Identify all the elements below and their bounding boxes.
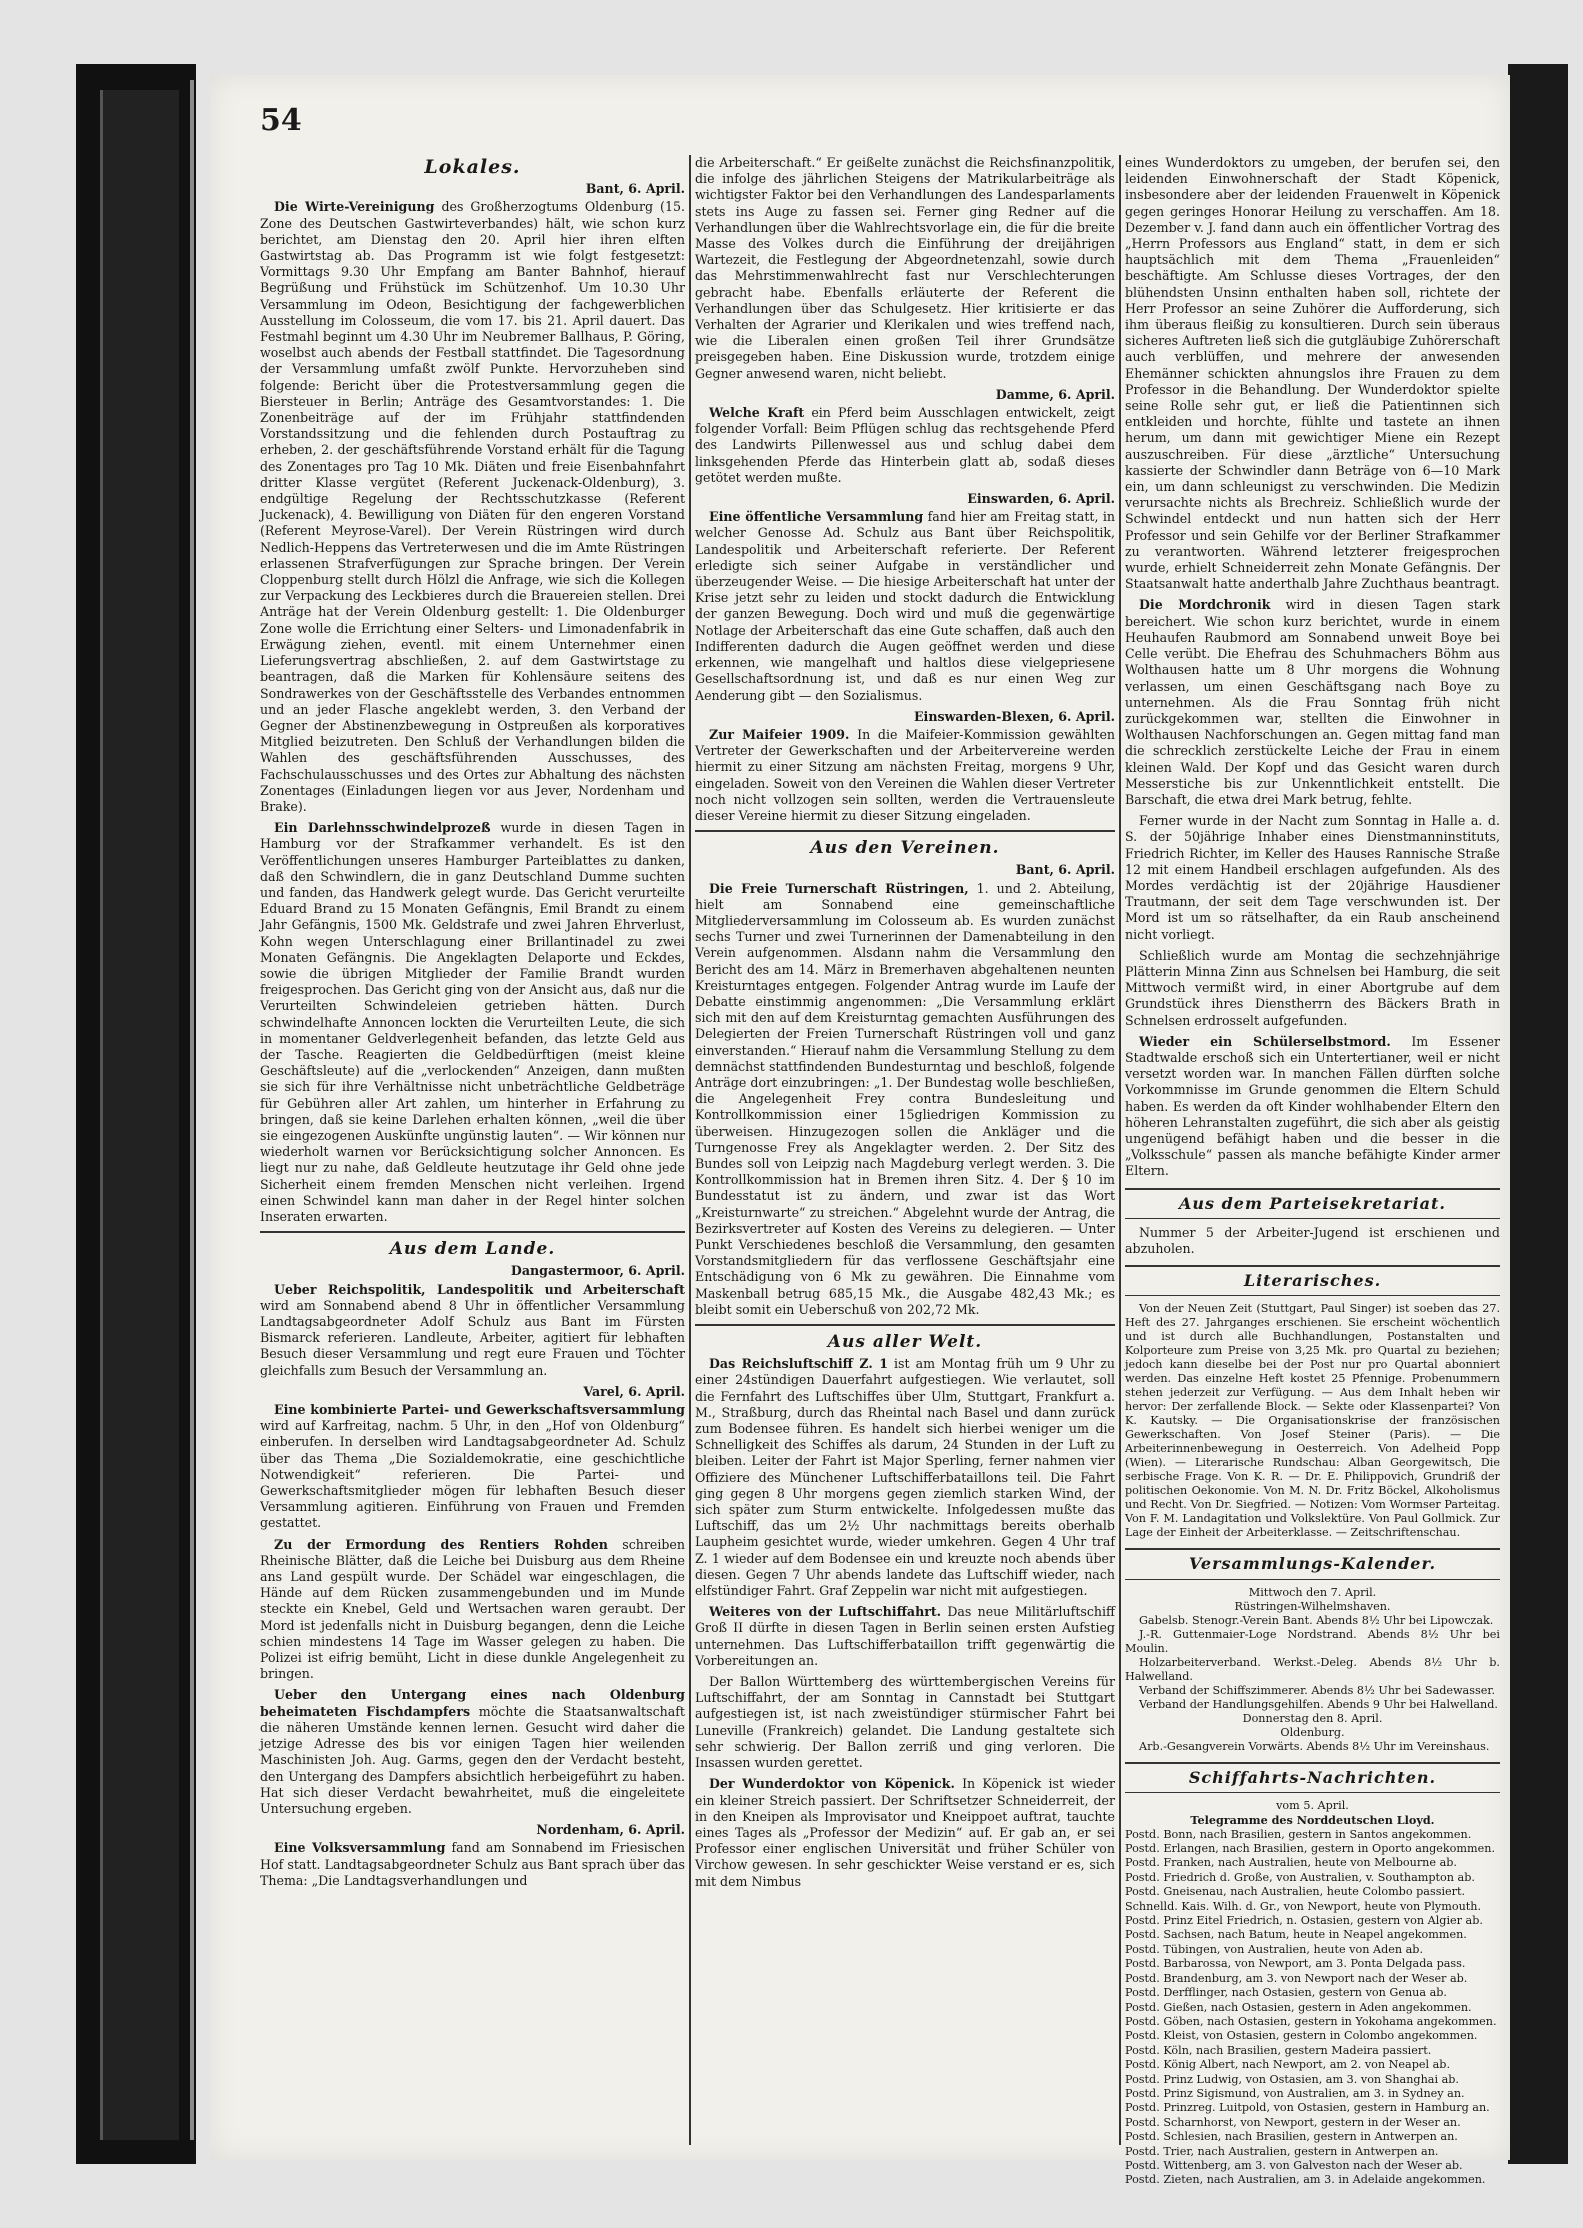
section-title-parteisekretariat: Aus dem Parteisekretariat.: [1125, 1188, 1500, 1219]
calendar-entry: Verband der Schiffszimmerer. Abends 8½ Uhr bei Sadewasser.: [1139, 1683, 1496, 1697]
article-text: wird am Sonnabend abend 8 Uhr in öffentlicher Versammlung Landtagsabgeordneter Adolf Schulz aus Bant im Fürsten Bismarck referieren. Landleute, Arbeiter, agitiert für lebhaften Besuch dieser Versammlung und regt eure Frauen und Töchter gleichfalls zum Besuch der Versammlung an.: [260, 1297, 685, 1378]
article: [695, 727, 1115, 824]
article: [260, 199, 685, 815]
ship-entry: Postd. Kleist, von Ostasien, gestern in Colombo angekommen.: [1125, 2029, 1478, 2043]
article-lead: Eine Volksversammlung: [274, 1840, 446, 1856]
column-1: [260, 155, 685, 2145]
ship-entry: Postd. König Albert, nach Newport, am 2. von Neapel ab.: [1125, 2058, 1451, 2072]
ship-entry: Postd. Schlesien, nach Brasilien, gestern in Antwerpen an.: [1125, 2130, 1458, 2144]
ship-entry: Postd. Gießen, nach Ostasien, gestern in Aden angekommen.: [1125, 2000, 1472, 2014]
column-rule: [689, 155, 691, 2145]
calendar-city: Rüstringen-Wilhelmshaven.: [1234, 1599, 1391, 1613]
article-text: die Arbeiterschaft.“ Er geißelte zunächst die Reichsfinanzpolitik, die infolge des jährlichen Steigens der Matrikularbeiträge als wichtigster Faktor bei den Verhandlungen des Landesparlaments stets ins Auge zu fassen sei. Ferner ging Redner auf die Verhandlungen über die Wahlrechtsvorlage ein, die für die breite Masse des Volkes durch die Einführung der dreijährigen Wartezeit, die Festlegung der Abgeordnetenzahl, sowie durch das Mehrstimmenwahlrecht fast nur Verschlechterungen gebracht habe. Ebenfalls erläuterte der Referent die Verhandlungen über das Schulgesetz. Hier kritisierte er das Verhalten der Agrarier und Klerikalen und wies treffend nach, wie die Liberalen einen großen Teil ihrer Grundsätze preisgegeben haben. Eine Diskussion wurde, trotzdem einige Gegner anwesend waren, nicht beliebt.: [695, 155, 1115, 381]
page-number: 54: [260, 103, 302, 138]
article-lead: Welche Kraft: [709, 405, 805, 421]
article-lead: Weiteres von der Luftschiffahrt.: [709, 1604, 942, 1620]
article: [1125, 597, 1500, 808]
ship-entry: Postd. Prinz Eitel Friedrich, n. Ostasien, gestern von Algier ab.: [1125, 1914, 1483, 1928]
ship-entry: Postd. Prinz Ludwig, von Ostasien, am 3. von Shanghai ab.: [1125, 2072, 1459, 2086]
article: [695, 881, 1115, 1318]
calendar-date: Mittwoch den 7. April.: [1248, 1585, 1377, 1599]
article-text: In Köpenick ist wieder ein kleiner Streich passiert. Der Schriftsetzer Schneiderreit, der in den Kneipen als Improvisator und Kneippoet auftrat, tauchte eines Tages als „Professor der Medizin“ auf. Er gab an, er sei Professor einer englischen Universität und früher Schüler von Virchow gewesen. In sehr geschickter Weise verstand er es, sich mit dem Nimbus: [695, 1776, 1115, 1889]
article-lead: Zu der Ermordung des Rentiers Rohden: [274, 1536, 608, 1552]
article: [260, 1687, 685, 1817]
article: [1125, 1034, 1500, 1180]
ship-entry: Postd. Friedrich d. Große, von Australien, v. Southampton ab.: [1125, 1870, 1475, 1884]
ship-entry: Postd. Erlangen, nach Brasilien, gestern in Oporto angekommen.: [1125, 1842, 1496, 1856]
ship-entry: Postd. Scharnhorst, von Newport, gestern in der Weser an.: [1125, 2115, 1461, 2129]
article-lead: Ein Darlehnsschwindelprozeß: [274, 820, 491, 836]
calendar-date: Donnerstag den 8. April.: [1242, 1711, 1383, 1725]
dateline: Bant, 6. April.: [585, 181, 685, 197]
ship-entry: Postd. Sachsen, nach Batum, heute in Neapel angekommen.: [1125, 1928, 1467, 1942]
right-board-edge: [1508, 64, 1568, 2164]
article-lead: Ueber den Untergang eines nach Oldenburg beheimateten Fischdampfers: [260, 1687, 685, 1719]
article-text: Von der Neuen Zeit (Stuttgart, Paul Singer) ist soeben das 27. Heft des 27. Jahrganges erschienen. Sie erscheint wöchentlich und ist durch alle Buchhandlungen, Postanstalten und Kolporteure zum Preise von 3,25 Mk. pro Quartal zu beziehen; jedoch kann dieselbe bei der Post nur pro Quartal abonniert werden. Das einzelne Heft kostet 25 Pfennige. Probenummern stehen jederzeit zur Verfügung. — Aus dem Inhalt heben wir hervor: Der zerfallende Block. — Sekte oder Klassenpartei? Von K. Kautsky. — Die Organisationskrise der französischen Gewerkschaften. Von Josef Steiner (Paris). — Die Arbeiterinnenbewegung in Oesterreich. Von Adelheid Popp (Wien). — Literarische Rundschau: Alban Georgewitsch, Die serbische Frage. Von K. R. — Dr. E. Philippovich, Grundriß der politischen Oekonomie. Von M. N. Dr. Fritz Böckel, Alkoholismus und Recht. Von Dr. Siegfried. — Notizen: Vom Wormser Parteitag. Von F. M. Landagitation und Volkslektüre. Von Paul Gollmick. Zur Lage der Einheit der Arbeiterklasse. — Zeitschriftenschau.: [1125, 1302, 1500, 1540]
section-title-welt: Aus aller Welt.: [695, 1324, 1115, 1350]
calendar-entry: J.-R. Guttenmaier-Loge Nordstrand. Abends 8½ Uhr bei Moulin.: [1125, 1627, 1500, 1655]
article-lead: Das Reichsluftschiff Z. 1: [709, 1356, 888, 1372]
ship-entry: Postd. Prinz Sigismund, von Australien, am 3. in Sydney an.: [1125, 2086, 1465, 2100]
section-title-lokales: Lokales.: [424, 156, 521, 178]
ship-entry: Postd. Prinzreg. Luitpold, von Ostasien, gestern in Hamburg an.: [1125, 2101, 1490, 2115]
ship-entry: Postd. Zieten, nach Australien, am 3. in Adelaide angekommen.: [1125, 2173, 1486, 2187]
article-text: wird auf Karfreitag, nachm. 5 Uhr, in den „Hof von Oldenburg“ einberufen. In derselben wird Landtagsabgeordneter Ad. Schulz über das Thema „Die Sozialdemokratie, eine geschichtliche Notwendigkeit“ referieren. Die Partei- und Gewerkschaftsmitglieder mögen für lebhaften Besuch dieser Versammlung agitieren. Einführung von Frauen und Fremden gestattet.: [260, 1418, 685, 1531]
column-rule: [1119, 155, 1121, 2145]
article-lead: Wieder ein Schülerselbstmord.: [1139, 1033, 1391, 1049]
dateline: Dangastermoor, 6. April.: [510, 1263, 685, 1279]
newspaper-page: [210, 75, 1510, 2187]
article: [260, 820, 685, 1225]
article: [260, 1402, 685, 1532]
article: [260, 1282, 685, 1379]
column-3: [1125, 155, 1500, 2187]
article-lead: Der Wunderdoktor von Köpenick.: [709, 1776, 955, 1792]
article-lead: Eine öffentliche Versammlung: [709, 509, 924, 525]
article-text: Ferner wurde in der Nacht zum Sonntag in Halle a. d. S. der 50jährige Inhaber eines Dienstmanninstituts, Friedrich Richter, im Keller des Hauses Rannische Straße 12 mit einem Handbeil erschlagen aufgefunden. Als des Mordes verdächtig ist der 20jährige Hausdiener Trautmann, der seit dem Tage verschwunden ist. Der Mord ist um so rätselhafter, da ein Raub anscheinend nicht vorliegt.: [1125, 813, 1500, 942]
article-text: ein Pferd beim Ausschlagen entwickelt, zeigt folgender Vorfall: Beim Pflügen schlug das rechtsgehende Pferd des Landwirts Pillenwessel aus und schlug dabei dem linksgehenden Pferde das Hinterbein glatt ab, sodaß dieses getötet werden mußte.: [695, 405, 1115, 485]
article: [695, 1356, 1115, 1599]
article: [695, 509, 1115, 703]
article-lead: Die Wirte-Vereinigung: [274, 199, 435, 215]
article-text: schreiben Rheinische Blätter, daß die Leiche bei Duisburg aus dem Rheine ans Land gespült wurde. Der Schädel war eingeschlagen, die Hände auf dem Rücken zusammengebunden und im Munde steckte ein Knebel, Geld und Wertsachen waren geraubt. Der Mord ist jedenfalls nicht in Duisburg begangen, denn die Leiche schien mindestens 14 Tage im Wasser gelegen zu haben. Die Polizei ist eifrig bemüht, Licht in diese dunkle Angelegenheit zu bringen.: [260, 1536, 685, 1682]
article-text: fand hier am Freitag statt, in welcher Genosse Ad. Schulz aus Bant über Reichspolitik, Landespolitik und Arbeiterschaft referierte. Der Referent erledigte sich seiner Aufgabe in verständlicher und überzeugender Weise. — Die hiesige Arbeiterschaft hat unter der Krise jetzt sehr zu leiden und stockt dadurch die Entwicklung der ganzen Bewegung. Doch wird und muß die gegenwärtige Notlage der Arbeiterschaft das eine Gute schaffen, daß auch den Indifferenten dadurch die Augen geöffnet werden und diese erkennen, wie mangelhaft und haltlos diese vielgepriesene Gesellschaftsordnung ist, und daß es nur einen Weg zur Aenderung gibt — den Sozialismus.: [695, 509, 1115, 703]
article-text: Nummer 5 der Arbeiter-Jugend ist erschienen und abzuholen.: [1125, 1224, 1500, 1256]
ship-list: [1125, 1828, 1500, 2188]
section-title-schiffahrt: Schiffahrts-Nachrichten.: [1125, 1762, 1500, 1793]
article-text: fand am Sonnabend im Friesischen Hof statt. Landtagsabgeordneter Schulz aus Bant sprach über das Thema: „Die Landtagsverhandlungen und: [260, 1840, 685, 1888]
article: [260, 1840, 685, 1889]
column-2: [695, 155, 1115, 2145]
article-text: Im Essener Stadtwalde erschoß sich ein Untertertianer, weil er nicht versetzt worden war. In manchen Fällen dürften solche Vorkommnisse im Grunde genommen die Eltern Schuld haben. Es werden da oft Kinder wohlhabender Eltern den höheren Lehranstalten zugeführt, die sich aber als geistig ungenügend befähigt haben und die besser in die „Volksschule“ passen als manche befähigte Kinder armer Eltern.: [1125, 1033, 1500, 1179]
article: [260, 1537, 685, 1683]
ship-date: vom 5. April.: [1276, 1798, 1349, 1812]
ship-entry: Postd. Göben, nach Ostasien, gestern in Yokohama angekommen.: [1125, 2014, 1497, 2028]
article-text: In die Maifeier-Kommission gewählten Vertreter der Gewerkschaften und der Arbeitervereine werden hiermit zu einer Sitzung am nächsten Freitag, morgens 9 Uhr, eingeladen. Soweit von den Vereinen die Wahlen dieser Vertreter noch nicht vollzogen sein sollten, werden die Vertrauensleute dieser Vereine hiermit zu dieser Sitzung eingeladen.: [695, 726, 1116, 823]
ship-entry: Postd. Wittenberg, am 3. von Galveston nach der Weser ab.: [1125, 2158, 1463, 2172]
article-lead: Die Mordchronik: [1139, 597, 1271, 613]
ship-entry: Postd. Derfflinger, nach Ostasien, gestern von Genua ab.: [1125, 1986, 1447, 2000]
section-title-vereine: Aus den Vereinen.: [695, 830, 1115, 856]
section-title-lande: Aus dem Lande.: [260, 1231, 685, 1257]
ship-entry: Schnelld. Kais. Wilh. d. Gr., von Newport, heute von Plymouth.: [1125, 1899, 1482, 1913]
ship-entry: Postd. Trier, nach Australien, gestern in Antwerpen an.: [1125, 2144, 1439, 2158]
ship-entry: Postd. Tübingen, von Australien, heute von Aden ab.: [1125, 1942, 1424, 1956]
article-lead: Ueber Reichspolitik, Landespolitik und Arbeiterschaft: [274, 1281, 685, 1297]
dateline: Nordenham, 6. April.: [536, 1822, 685, 1838]
article: [695, 405, 1115, 486]
section-title-kalender: Versammlungs-Kalender.: [1125, 1548, 1500, 1579]
article-text: ist am Montag früh um 9 Uhr zu einer 24stündigen Dauerfahrt aufgestiegen. Wie verlautet, soll die Fernfahrt des Luftschiffes über Ulm, Stuttgart, Frankfurt a. M., Straßburg, durch das Rheintal nach Basel und dann zurück zum Bodensee führen. Es handelt sich hierbei weniger um die Schnelligkeit des Schiffes als darum, 24 Stunden in der Luft zu bleiben. Leiter der Fahrt ist Major Sperling, ferner nahmen vier Offiziere des Münchener Luftschifferbataillons teil. Die Fahrt ging gegen 8 Uhr morgens gegen ziemlich starken Wind, der sich später zum Sturm entwickelte. Infolgedessen mußte das Luftschiff, das um 2½ Uhr nachmittags bereits oberhalb Laupheim gesichtet wurde, wieder umkehren. Gegen 4 Uhr traf Z. 1 wieder auf dem Bodensee ein und kreuzte noch abends über diesen. Gegen 7 Uhr abends landete das Luftschiff wieder, nach elfstündiger Fahrt. Graf Zeppelin war nicht mit aufgestiegen.: [695, 1356, 1115, 1599]
ship-entry: Postd. Brandenburg, am 3. von Newport nach der Weser ab.: [1125, 1971, 1468, 1985]
article-text: Schließlich wurde am Montag die sechzehnjährige Plätterin Minna Zinn aus Schnelsen bei Hamburg, die seit Mittwoch vermißt wird, in einer Abortgrube auf dem Grundstück ihres Dienstherrn des Bäckers Brath in Schnelsen erdrosselt aufgefunden.: [1125, 947, 1500, 1028]
dateline: Einswarden, 6. April.: [967, 491, 1115, 507]
dateline: Damme, 6. April.: [995, 386, 1115, 402]
article-text: eines Wunderdoktors zu umgeben, der berufen sei, den leidenden Einwohnerschaft der Stadt Köpenick, insbesondere aber der leidenden Frauenwelt in Köpenick gegen geringes Honorar Heilung zu verschaffen. Am 18. Dezember v. J. fand dann auch ein öffentlicher Vortrag des „Herrn Professors aus England“ statt, in dem er sich hauptsächlich mit dem Thema „Frauenleiden“ beschäftigte. Am Schlusse dieses Vortrages, der den blühendsten Unsinn enthalten haben soll, richtete der Herr Professor an seine Zuhörer die Aufforderung, sich ihm überaus fleißig zu konsultieren. Durch sein überaus sicheres Auftreten ließ sich die gutgläubige Zuhörerschaft auch verblüffen, und mehrere der anwesenden Ehemänner schickten ahnungslos ihre Frauen zu dem Professor in die Behandlung. Der Wunderdoktor spielte seine Rolle sehr gut, er ließ die Patientinnen sich entkleiden und horchte, fühlte und tastete an ihnen herum, um dann mit gewichtiger Miene ein Rezept auszuschreiben. Für diese „ärztliche“ Untersuchung kassierte der Schwindler dann Beträge von 6—10 Mark ein, um dann schleunigst zu verschwinden. Die Medizin verursachte nichts als Brechreiz. Schließlich wurde der Schwindel entdeckt und nun hatten sich der Herr Professor und sein Gehilfe vor der Berliner Strafkammer zu verantworten. Während letzterer freigesprochen wurde, erhielt Schneiderreit zehn Monate Gefängnis. Der Staatsanwalt hatte anderthalb Jahre Zuchthaus beantragt.: [1125, 155, 1500, 592]
article-lead: Zur Maifeier 1909.: [709, 726, 850, 742]
calendar-entry: Arb.-Gesangverein Vorwärts. Abends 8½ Uhr im Vereinshaus.: [1139, 1739, 1490, 1753]
calendar-entry: Gabelsb. Stenogr.-Verein Bant. Abends 8½ Uhr bei Lipowczak.: [1139, 1613, 1494, 1627]
ship-entry: Postd. Franken, nach Australien, heute von Melbourne ab.: [1125, 1856, 1457, 1870]
section-title-literarisches: Literarisches.: [1125, 1265, 1500, 1296]
article-lead: Eine kombinierte Partei- und Gewerkschaftsversammlung: [274, 1402, 685, 1418]
calendar-city: Oldenburg.: [1280, 1725, 1345, 1739]
article-text: Das neue Militärluftschiff Groß II dürfte in diesen Tagen in Berlin seinen ersten Aufstieg unternehmen. Das Luftschifferbataillon trifft gegenwärtig die Vorbereitungen an.: [695, 1604, 1115, 1668]
article-text: des Großherzogtums Oldenburg (15. Zone des Deutschen Gastwirteverbandes) hält, wie schon kurz berichtet, am Dienstag den 20. April hier ihren elften Gastwirtstag ab. Das Programm ist wie folgt festgesetzt: Vormittags 9.30 Uhr Empfang am Banter Bahnhof, hierauf Begrüßung und Frühstück im Schützenhof. Um 10.30 Uhr Versammlung im Odeon, Besichtigung der fachgewerblichen Ausstellung im Colosseum, die vom 17. bis 21. April dauert. Das Festmahl beginnt um 4.30 Uhr im Neubremer Ballhaus, P. Göring, woselbst auch abends der Festball stattfindet. Die Tagesordnung der Versammlung umfaßt zwölf Punkte. Hervorzuheben sind folgende: Bericht über die Protestversammlung gegen die Biersteuer in Berlin; Anträge des Gesamtvorstandes: 1. Die Zonenbeiträge auf der im Frühjahr stattfindenden Vorstandssitzung und die fehlenden durch Postauftrag zu erheben, 2. der geschäftsführende Vorstand erhält für die Tagung des Zonentages pro Tag 10 Mk. Diäten und freie Eisenbahnfahrt dritter Klasse vergütet (Referent Juckenack-Oldenburg), 3. endgültige Regelung der Rechtsschutzkasse (Referent Juckenack), 4. Bewilligung von Diäten für den engeren Vorstand (Referent Meyrose-Varel). Der Verein Rüstringen wird durch Nedlich-Heppens das Vertreterwesen und die im Amte Rüstringen erlassenen Strafverfügungen zur Sprache bringen. Der Verein Cloppenburg stellt durch Hölzl die Anfrage, wie sich die Kollegen zur Verpackung des Leckbieres durch die Brauereien stellen. Drei Anträge hat der Verein Oldenburg gestellt: 1. Die Oldenburger Zone wolle die Errichtung einer Selters- und Limonadenfabrik in Erwägung ziehen, eventl. mit einem Unternehmer einen Lieferungsvertrag abschließen, 2. auf dem Gastwirtstage zu beantragen, daß die Marken für Kohlensäure seitens des Sondrawerkes von der Geschäftsstelle des Verbandes entnommen und an jeder Flasche angeklebt werden, 3. den Verband der Gegner der Abstinenzbewegung in Ostpreußen als korporatives Mitglied beizutreten. Den Schluß der Verhandlungen bilden die Wahlen des geschäftsführenden Ausschusses, des Fachschulausschusses und des Ortes zur Abhaltung des nächsten Zonentages (Einladungen liegen vor aus Jever, Nordenham und Brake).: [260, 199, 685, 814]
ship-entry: Postd. Barbarossa, von Newport, am 3. Ponta Delgada pass.: [1125, 1957, 1466, 1971]
calendar-entry: Holzarbeiterverband. Werkst.-Deleg. Abends 8½ Uhr b. Halwelland.: [1125, 1655, 1500, 1683]
article-lead: Die Freie Turnerschaft Rüstringen,: [709, 880, 969, 896]
binder-line: [190, 80, 194, 2140]
dateline: Einswarden-Blexen, 6. April.: [913, 708, 1115, 724]
ship-entry: Postd. Köln, nach Brasilien, gestern Madeira passiert.: [1125, 2043, 1432, 2057]
article-text: wird in diesen Tagen stark bereichert. Wie schon kurz berichtet, wurde in einem Heuhaufen Raubmord am Sonnabend unweit Boye bei Celle verübt. Die Ehefrau des Schuhmachers Böhm aus Wolthausen hatte um 8 Uhr morgens die Wohnung verlassen, um einen Geschäftsgang nach Boye zu unternehmen. Als die Frau Sonntag früh nicht zurückgekommen war, stellten die Einwohner in Wolthausen Nachforschungen an. Gegen mittag fand man die schrecklich zerstückelte Leiche der Frau in einem kleinen Wald. Der Kopf und das Gesicht waren durch Messerstiche bis zur Unkenntlichkeit entstellt. Die Barschaft, die etwa drei Mark betrug, fehlte.: [1125, 597, 1500, 807]
ship-entry: Postd. Gneisenau, nach Australien, heute Colombo passiert.: [1125, 1885, 1466, 1899]
dateline: Varel, 6. April.: [583, 1383, 685, 1399]
article: [695, 1604, 1115, 1669]
article: [695, 1776, 1115, 1889]
binder-inner-edge: [100, 90, 179, 2140]
ship-entry: Postd. Bonn, nach Brasilien, gestern in Santos angekommen.: [1125, 1827, 1472, 1841]
calendar-entry: Verband der Handlungsgehilfen. Abends 9 Uhr bei Halwelland.: [1139, 1697, 1498, 1711]
dateline: Bant, 6. April.: [1015, 862, 1115, 878]
article-text: wurde in diesen Tagen in Hamburg vor der Strafkammer verhandelt. Es ist den Veröffentlichungen unseres Hamburger Parteiblattes zu danken, daß den Schwindlern, die in ganz Deutschland Dumme suchten und fanden, das Handwerk gelegt wurde. Das Gericht verurteilte Eduard Brand zu 15 Monaten Gefängnis, Emil Brandt zu einem Jahr Gefängnis, 1500 Mk. Geldstrafe und zwei Jahren Ehrverlust, Kohn wegen Unterschlagung einer Brillantinadel zu zwei Monaten Gefängnis. Die Angeklagten Delaporte und Eckdes, sowie die übrigen Mitglieder der Familie Brandt wurden freigesprochen. Das Gericht ging von der Ansicht aus, daß nur die Verurteilten Schwindeleien getrieben hätten. Durch schwindelhafte Annoncen lockten die Verurteilten Leute, die sich in momentaner Geldverlegenheit befanden, das letzte Geld aus der Tasche. Reagierten die Geldbedürftigen (meist kleine Geschäftsleute) auf die „verlockenden“ Anzeigen, dann mußten sie sich für ihre Verhältnisse nicht unbeträchtliche Geldbeträge für Gebühren aller Art zahlen, um hinterher in Erfahrung zu bringen, daß sie keine Darlehen erhalten können, „weil die über sie eingezogenen Auskünfte ungünstig lauten“. — Wir können nur wiederholt warnen vor Berücksichtigung solcher Annoncen. Es liegt nur zu nahe, daß Geldleute heutzutage ihr Geld ohne jede Sicherheit einem fremden Menschen nicht verleihen. Irgend einen Schwindel kann man daher in der Regel hinter solchen Inseraten erwarten.: [260, 820, 686, 1224]
article-text: möchte die Staatsanwaltschaft die näheren Umstände kennen lernen. Gesucht wird daher die jetzige Adresse des bis vor einigen Tagen hier weilenden Maschinisten Joh. Aug. Garms, gegen den der Verdacht besteht, den Untergang des Dampfers absichtlich herbeigeführt zu haben. Hat sich dieser Verdacht bewahrheitet, muß die eingeleitete Untersuchung ergeben.: [260, 1703, 685, 1816]
ship-subtitle: Telegramme des Norddeutschen Lloyd.: [1190, 1813, 1435, 1828]
article-text: Der Ballon Württemberg des württembergischen Vereins für Luftschiffahrt, der am Sonntag in Cannstadt bei Stuttgart aufgestiegen ist, ist nach zweistündiger stürmischer Fahrt bei Luneville (Frankreich) gelandet. Die Landung gestaltete sich sehr schwierig. Der Ballon zerriß und ging verloren. Die Insassen wurden gerettet.: [695, 1674, 1115, 1771]
article-text: 1. und 2. Abteilung, hielt am Sonnabend eine gemeinschaftliche Mitgliederversammlung im Colosseum ab. Es wurden zunächst sechs Turner und zwei Turnerinnen der Damenabteilung in den Verein aufgenommen. Alsdann nahm die Versammlung den Bericht des am 14. März in Bremerhaven abgehaltenen neunten Kreisturntages entgegen. Folgender Antrag wurde im Laufe der Debatte einstimmig angenommen: „Die Versammlung erklärt sich mit den auf dem Kreisturntag gemachten Ausführungen des Delegierten der Freien Turnerschaft Rüstringen voll und ganz einverstanden.“ Hierauf nahm die Versammlung Stellung zu dem demnächst stattfindenden Bundesturntag und beschloß, folgende Anträge dort einzubringen: „1. Der Bundestag wolle beschließen, die Angelegenheit Frey contra Bundesleitung und Kontrollkommission einer 15gliedrigen Kommission zu überweisen. Hinzugezogen sollen die Ankläger und die Turngenosse Frey als Angeklagter werden. 2. Der Sitz des Bundes soll von Leipzig nach Magdeburg verlegt werden. 3. Die Kontrollkommission hat in Bremen ihren Sitz. 4. Der § 10 im Bundesstatut ist zu ändern, und zwar ist das Wort „Kreisturnwarte“ zu streichen.“ Abgelehnt wurde der Antrag, die Bezirksvertreter auf Kosten des Vereins zu delegieren. — Unter Punkt Verschiedenes beschloß die Versammlung, den gesamten Vorstandsmitgliedern für das verflossene Geschäftsjahr eine Entschädigung von 6 Mk zu gewähren. Die Einnahme vom Maskenball betrug 685,15 Mk., die Ausgabe 482,43 Mk.; es bleibt somit ein Ueberschuß von 202,72 Mk.: [695, 880, 1116, 1317]
